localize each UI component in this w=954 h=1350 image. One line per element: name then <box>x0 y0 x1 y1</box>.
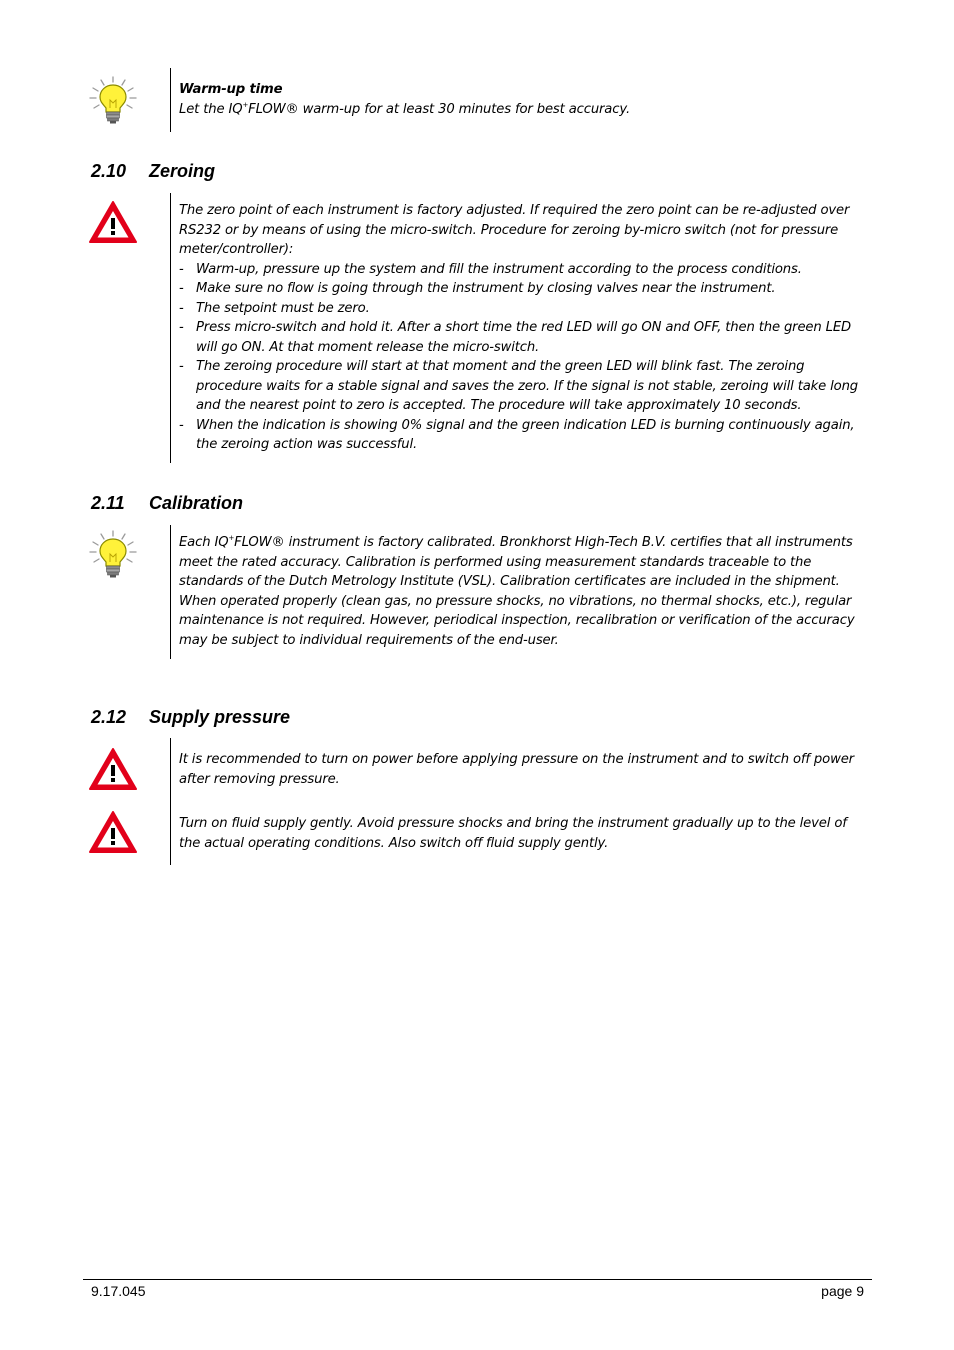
calibration-text: Each IQ+FLOW® instrument is factory calibrated. Bronkhorst High-Tech B.V. certifies that all instruments meet the rated accuracy. Calibration is performed using measurement standards traceable to the standards of the Dutch Metrology Institute (VSL). Calibration certificates are included in the shipment. When operated properly (clean gas, no pressure shocks, no vibrations, no thermal shocks, etc.), regular maintenance is not required. However, periodical inspection, recalibration or verification of the accuracy may be subject to individual requirements of the end-user. <box>179 534 855 648</box>
zeroing-intro: The zero point of each instrument is factory adjusted. If required the zero point can be re-adjusted over RS232 or by means of using the micro-switch. Procedure for zeroing by-micro switch (not for pressure meter/controller): <box>179 203 850 257</box>
section-heading-calibration <box>91 492 243 514</box>
lightbulb-icon <box>88 530 144 583</box>
lightbulb-icon <box>88 76 144 129</box>
warning-triangle-icon <box>88 747 144 796</box>
list-item: - Press micro-switch and hold it. After a short time the red LED will go ON and OFF, then the green LED will go ON. At that moment release the micro-switch. <box>179 318 869 357</box>
list-item: - Warm-up, pressure up the system and fill the instrument according to the process conditions. <box>179 260 869 280</box>
list-item: - Make sure no flow is going through the instrument by closing valves near the instrument. <box>179 279 869 299</box>
warning-triangle-icon <box>88 200 144 249</box>
list-item: - The zeroing procedure will start at that moment and the green LED will blink fast. The zeroing procedure waits for a stable signal and saves the zero. If the signal is not stable, zeroing will take long and the nearest point to zero is accepted. The procedure will take approximately 10 seconds. <box>179 357 869 416</box>
page-number: page 9 <box>821 1283 864 1299</box>
supply-para-1: It is recommended to turn on power before applying pressure on the instrument and to switch off power after removing pressure. <box>179 752 854 787</box>
footer-divider <box>83 1279 872 1280</box>
note-divider <box>170 738 171 865</box>
section-number: 2.11 <box>91 493 125 513</box>
supply-para-2: Turn on fluid supply gently. Avoid pressure shocks and bring the instrument gradually up to the level of the actual operating conditions. Also switch off fluid supply gently. <box>179 816 847 851</box>
note-divider <box>170 525 171 659</box>
zeroing-steps <box>179 260 869 455</box>
doc-number: 9.17.045 <box>91 1283 146 1299</box>
section-title: Supply pressure <box>149 707 291 727</box>
warmup-title: Warm-up time <box>179 82 283 97</box>
list-item: - When the indication is showing 0% signal and the green indication LED is burning continuously again, the zeroing action was successful. <box>179 416 869 455</box>
section-heading-zeroing <box>91 160 215 182</box>
section-title: Calibration <box>149 493 244 513</box>
warmup-text: Let the IQ+FLOW® warm-up for at least 30 minutes for best accuracy. <box>179 100 631 117</box>
warning-triangle-icon <box>88 810 144 859</box>
section-title: Zeroing <box>149 161 215 181</box>
section-number: 2.10 <box>91 161 127 181</box>
list-item: - The setpoint must be zero. <box>179 299 869 319</box>
section-heading-supply-pressure <box>91 706 290 728</box>
note-divider <box>170 193 171 463</box>
note-divider <box>170 68 171 132</box>
section-number: 2.12 <box>91 707 127 727</box>
